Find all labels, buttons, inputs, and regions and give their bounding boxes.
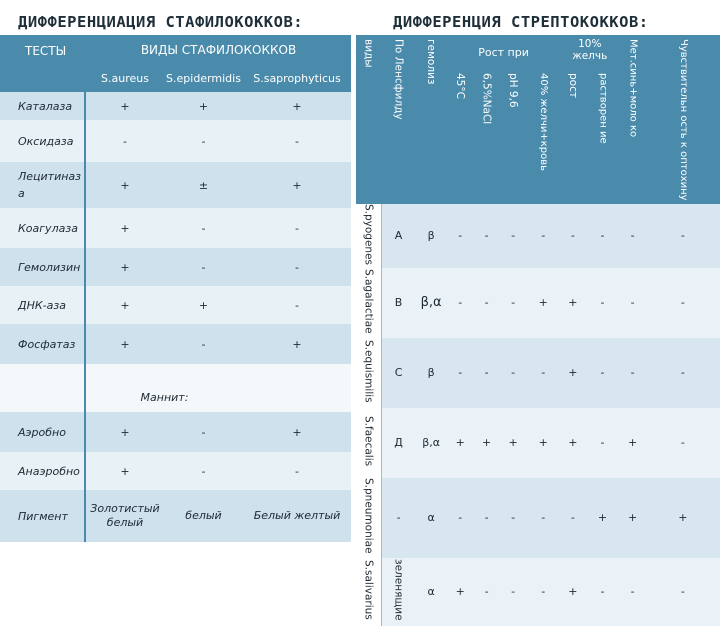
species-cell: S.agalactiae	[356, 268, 381, 338]
test-value: +	[243, 162, 351, 208]
test-value: -	[473, 338, 499, 408]
header-species: виды	[356, 35, 381, 204]
test-value: -	[164, 120, 243, 162]
species-epidermidis: S.epidermidis	[164, 65, 243, 92]
test-value: -	[560, 204, 585, 268]
test-value: -	[473, 558, 499, 626]
header-temp: 45°С	[447, 69, 473, 203]
lancefield-group: B	[381, 268, 415, 338]
test-value: -	[164, 452, 243, 490]
staph-heading: ДИФФЕРЕНЦИАЦИЯ СТАФИЛОКОККОВ:	[18, 13, 304, 31]
species-cell: S.faecalis	[356, 408, 381, 478]
species-saprophyticus: S.saprophyticus	[243, 65, 351, 92]
test-value: +	[447, 408, 473, 478]
test-value: -	[243, 120, 351, 162]
test-value: -	[164, 208, 243, 248]
test-value: +	[473, 408, 499, 478]
test-value: +	[560, 558, 585, 626]
test-value: -	[500, 478, 526, 558]
test-value: -	[85, 120, 164, 162]
test-value: -	[243, 208, 351, 248]
test-name: Фосфатаз	[0, 324, 85, 364]
test-value: -	[526, 204, 560, 268]
test-value: -	[646, 204, 720, 268]
test-value: +	[560, 268, 585, 338]
hemolysis-type: β,α	[415, 268, 447, 338]
test-value: -	[619, 268, 645, 338]
test-value: +	[164, 286, 243, 324]
test-value: +	[85, 324, 164, 364]
test-value: -	[164, 324, 243, 364]
test-value: ±	[164, 162, 243, 208]
lancefield-group: A	[381, 204, 415, 268]
staph-table	[0, 35, 351, 542]
hemolysis-type: β	[415, 204, 447, 268]
species-cell: S.equismilis	[356, 338, 381, 408]
test-value: +	[243, 92, 351, 120]
test-value: -	[500, 558, 526, 626]
test-value: +	[85, 412, 164, 452]
test-value: +	[500, 408, 526, 478]
header-lancefield: По Ленсфилду	[381, 35, 415, 204]
header-growth-at: Рост при	[447, 35, 560, 69]
test-name: Коагулаза	[0, 208, 85, 248]
header-methylene: Мет.синь+моло ко	[619, 35, 645, 204]
table-row	[356, 268, 720, 338]
table-row	[0, 162, 351, 208]
test-value: -	[586, 338, 620, 408]
test-name: ДНК-аза	[0, 286, 85, 324]
header-nacl: 6,5%NaCl	[473, 69, 499, 203]
tests-header: ТЕСТЫ	[0, 35, 85, 92]
test-value: -	[243, 248, 351, 286]
test-name: Аэробно	[0, 412, 85, 452]
test-value: +	[526, 408, 560, 478]
test-value: -	[500, 204, 526, 268]
table-row	[356, 558, 720, 626]
lancefield-group: C	[381, 338, 415, 408]
test-value: -	[243, 452, 351, 490]
species-cell: S.pneumoniae	[356, 478, 381, 558]
table-row	[0, 286, 351, 324]
strep-table	[356, 35, 720, 626]
header-bile: 40% желчи+кровь	[526, 69, 560, 203]
test-value: +	[560, 338, 585, 408]
test-value: -	[646, 408, 720, 478]
test-value: +	[85, 162, 164, 208]
test-value: +	[447, 558, 473, 626]
species-aureus: S.aureus	[85, 65, 164, 92]
header-hemolysis: гемолиз	[415, 35, 447, 204]
test-value: +	[85, 92, 164, 120]
pigment-value: Золотистый белый	[85, 490, 164, 542]
test-name: Каталаза	[0, 92, 85, 120]
test-value: -	[646, 558, 720, 626]
header-ph: pH 9,6	[500, 69, 526, 203]
header-bile10-growth: рост	[560, 69, 585, 203]
table-row	[0, 490, 351, 542]
header-bile10-dissolve: растворен ие	[586, 69, 620, 203]
test-value: -	[646, 338, 720, 408]
test-value: -	[586, 268, 620, 338]
test-value: -	[447, 338, 473, 408]
test-value: +	[619, 478, 645, 558]
test-value: -	[526, 558, 560, 626]
test-name: Лецитиназ а	[0, 162, 85, 208]
test-value: -	[243, 286, 351, 324]
hemolysis-type: β	[415, 338, 447, 408]
table-row	[0, 324, 351, 364]
test-value: +	[560, 408, 585, 478]
test-value: -	[586, 204, 620, 268]
test-value: -	[447, 268, 473, 338]
test-value: -	[526, 478, 560, 558]
test-value: +	[586, 478, 620, 558]
table-row	[356, 478, 720, 558]
test-value: +	[85, 286, 164, 324]
hemolysis-type: β,α	[415, 408, 447, 478]
table-row	[356, 338, 720, 408]
test-value: +	[526, 268, 560, 338]
test-value: -	[619, 338, 645, 408]
test-value: +	[243, 324, 351, 364]
test-value: +	[646, 478, 720, 558]
test-value: -	[164, 248, 243, 286]
species-cell: S.pyogenes	[356, 204, 381, 268]
hemolysis-type: α	[415, 478, 447, 558]
test-value: -	[619, 204, 645, 268]
test-value: -	[500, 268, 526, 338]
mannit-caption: Маннит:	[85, 364, 243, 412]
test-value: -	[473, 204, 499, 268]
header-bile10: 10% желчь	[560, 35, 619, 69]
header-optochin: Чувствительн ость к оптохину	[646, 35, 720, 204]
test-value: +	[85, 452, 164, 490]
test-value: -	[586, 408, 620, 478]
test-value: -	[586, 558, 620, 626]
test-value: -	[526, 338, 560, 408]
species-header: ВИДЫ СТАФИЛОКОККОВ	[85, 35, 351, 65]
test-value: +	[85, 208, 164, 248]
table-row	[356, 204, 720, 268]
test-name: Пигмент	[0, 490, 85, 542]
mannit-spacer	[0, 364, 85, 412]
test-value: -	[447, 204, 473, 268]
test-value: +	[85, 248, 164, 286]
test-value: -	[447, 478, 473, 558]
table-row	[0, 412, 351, 452]
table-row	[0, 208, 351, 248]
test-value: +	[164, 92, 243, 120]
pigment-value: Белый желтый	[243, 490, 351, 542]
lancefield-group: Д	[381, 408, 415, 478]
hemolysis-type: α	[415, 558, 447, 626]
table-row	[0, 452, 351, 490]
test-value: -	[646, 268, 720, 338]
test-value: -	[619, 558, 645, 626]
strep-heading: ДИФФЕРЕНЦИЯ СТРЕПТОКОККОВ:	[393, 13, 649, 31]
test-value: -	[473, 268, 499, 338]
test-value: -	[560, 478, 585, 558]
mannit-spacer	[243, 364, 351, 412]
species-cell: S.salivarius	[356, 558, 381, 626]
test-name: Гемолизин	[0, 248, 85, 286]
table-row	[356, 408, 720, 478]
table-row	[0, 120, 351, 162]
test-name: Анаэробно	[0, 452, 85, 490]
test-value: -	[473, 478, 499, 558]
pigment-value: белый	[164, 490, 243, 542]
table-row	[0, 248, 351, 286]
lancefield-group: зеленящие	[381, 558, 415, 626]
test-value: +	[619, 408, 645, 478]
test-value: -	[164, 412, 243, 452]
lancefield-group: -	[381, 478, 415, 558]
table-row	[0, 92, 351, 120]
test-name: Оксидаза	[0, 120, 85, 162]
test-value: -	[500, 338, 526, 408]
test-value: +	[243, 412, 351, 452]
